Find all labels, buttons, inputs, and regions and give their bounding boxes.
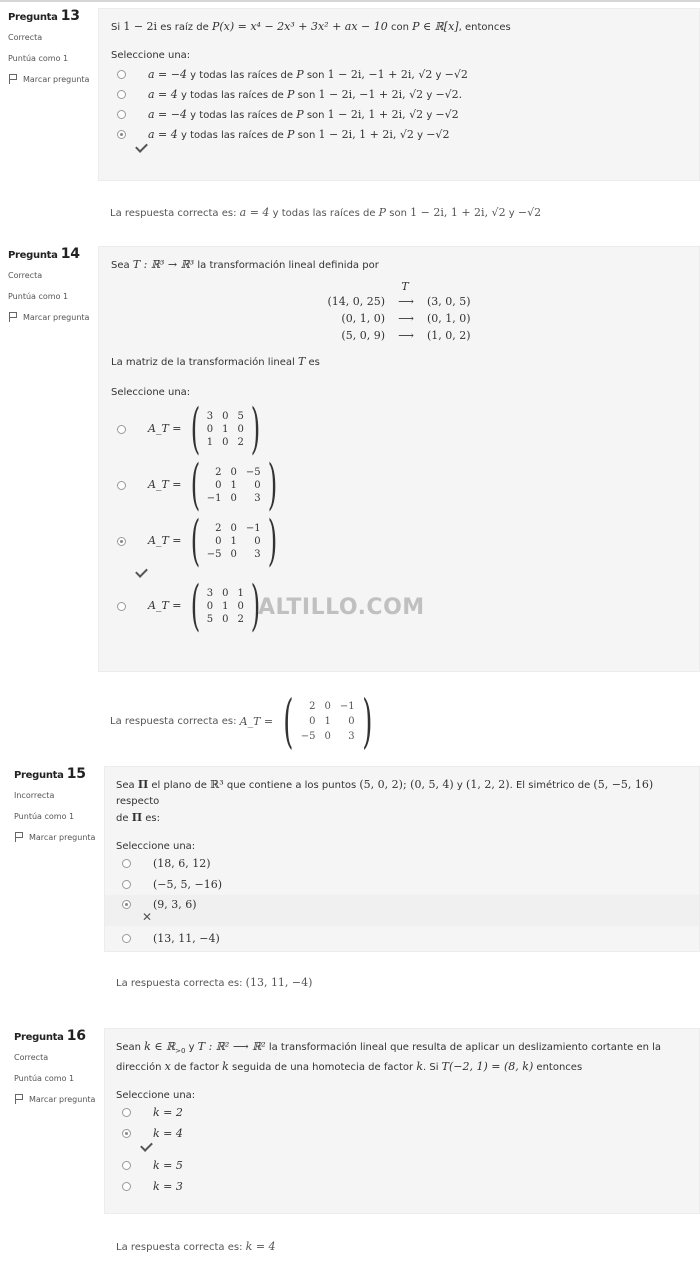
matrix: ( 2 0 −1 0 1 0 −5 0 3 ) <box>190 509 277 572</box>
select-prompt: Seleccione una: <box>111 50 191 61</box>
radio-button[interactable] <box>122 1182 131 1191</box>
answer-option[interactable]: k = 5 <box>122 1159 687 1172</box>
answer-option[interactable]: A_T = ( 3 0 1 0 1 0 5 0 2 ) <box>117 579 687 633</box>
radio-button-checked[interactable] <box>117 130 126 139</box>
radio-button-checked[interactable] <box>122 900 131 909</box>
radio-button[interactable] <box>117 110 126 119</box>
flag-icon <box>8 74 18 84</box>
answer-option[interactable]: (18, 6, 12) <box>122 857 687 870</box>
selected-incorrect-row <box>105 895 699 926</box>
question-state: Correcta <box>14 1053 49 1062</box>
answer-option[interactable]: A_T = ( 3 0 5 0 1 0 1 0 2 ) <box>117 402 687 456</box>
matrix: ( 3 0 5 0 1 0 1 0 2 ) <box>190 397 261 460</box>
question-text: Sea T : ℝ³ → ℝ³ la transformación lineal definida por <box>111 258 379 271</box>
matrix: ( 2 0 −1 0 1 0 −5 0 3 ) <box>283 687 373 755</box>
answer-option[interactable]: (13, 11, −4) <box>122 932 687 945</box>
table-row: (14, 0, 25) ⟶ (3, 0, 5) <box>327 295 471 308</box>
question-info <box>0 246 96 322</box>
radio-button-checked[interactable] <box>117 537 126 546</box>
answer-option-selected[interactable]: k = 4 <box>122 1127 687 1140</box>
question-info <box>0 8 96 84</box>
radio-button[interactable] <box>122 1108 131 1117</box>
table-row: (0, 1, 0) ⟶ (0, 1, 0) <box>341 312 471 325</box>
incorrect-cross-icon: ✕ <box>142 910 153 924</box>
question-info <box>0 1028 96 1104</box>
answer-option-selected[interactable]: a = 4 y todas las raíces de P son 1 − 2i, 1 + 2i, √2 y −√2 <box>117 128 687 141</box>
flag-icon <box>14 1094 24 1104</box>
radio-button[interactable] <box>117 90 126 99</box>
question-grade: Puntúa como 1 <box>14 1074 75 1083</box>
question-state: Correcta <box>8 271 43 280</box>
answer-option-selected[interactable]: (9, 3, 6) <box>122 898 688 911</box>
answer-option[interactable]: A_T = ( 2 0 −5 0 1 0 −1 0 3 ) <box>117 458 687 512</box>
answer-option[interactable]: a = 4 y todas las raíces de P son 1 − 2i, −1 + 2i, √2 y −√2. <box>117 88 687 101</box>
question-grade: Puntúa como 1 <box>14 812 75 821</box>
answer-option[interactable]: k = 3 <box>122 1180 687 1193</box>
matrix-question-text: La matriz de la transformación lineal T es <box>111 355 320 368</box>
flag-icon <box>8 312 18 322</box>
flag-question-link[interactable]: Marcar pregunta <box>14 832 96 842</box>
question-number: Pregunta 14 <box>8 246 80 262</box>
question-state: Correcta <box>8 33 43 42</box>
radio-button[interactable] <box>122 859 131 868</box>
radio-button[interactable] <box>122 880 131 889</box>
question-number: Pregunta 13 <box>8 8 80 24</box>
answer-option-selected[interactable]: A_T = ( 2 0 −1 0 1 0 −5 0 3 ) <box>117 514 687 568</box>
flag-question-link[interactable]: Marcar pregunta <box>8 312 96 322</box>
select-prompt: Seleccione una: <box>116 1090 196 1101</box>
flag-icon <box>14 832 24 842</box>
question-grade: Puntúa como 1 <box>8 54 69 63</box>
flag-question-link[interactable]: Marcar pregunta <box>14 1094 96 1104</box>
radio-button[interactable] <box>117 481 126 490</box>
select-prompt: Seleccione una: <box>116 841 196 852</box>
watermark: ALTILLO.COM <box>258 595 425 620</box>
question-grade: Puntúa como 1 <box>8 292 69 301</box>
answer-option[interactable]: a = −4 y todas las raíces de P son 1 − 2i, −1 + 2i, √2 y −√2 <box>117 68 687 81</box>
radio-button-checked[interactable] <box>122 1129 131 1138</box>
matrix: ( 3 0 1 0 1 0 5 0 2 ) <box>190 574 261 637</box>
radio-button[interactable] <box>122 934 131 943</box>
question-text: Sea Π el plano de ℝ³ que contiene a los puntos (5, 0, 2); (0, 5, 4) y (1, 2, 2). El simétrico de (5, −5, 16) respecto de Π es: <box>116 778 654 824</box>
answer-option[interactable]: (−5, 5, −16) <box>122 878 687 891</box>
transformation-table <box>323 280 687 344</box>
radio-button[interactable] <box>117 425 126 434</box>
question-text: Sean k ∈ ℝ$_{>0}$ y T : ℝ² ⟶ ℝ² la transformación lineal que resulta de aplicar un deslizamiento cortante en la dirección x de factor k seguida de una homotecia de factor k. Si T(−2, 1) = (8, k) entonces <box>116 1040 662 1073</box>
question-number: Pregunta 15 <box>14 766 86 782</box>
question-state: Incorrecta <box>14 791 55 800</box>
question-content <box>104 766 700 952</box>
correct-check-icon <box>140 1139 153 1152</box>
correct-check-icon <box>135 140 148 153</box>
select-prompt: Seleccione una: <box>111 387 191 398</box>
correct-answer: La respuesta correcta es: k = 4 <box>116 1240 276 1253</box>
question-info <box>0 766 96 842</box>
question-number: Pregunta 16 <box>14 1028 86 1044</box>
question-content <box>104 1028 700 1214</box>
radio-button[interactable] <box>122 1161 131 1170</box>
matrix: ( 2 0 −5 0 1 0 −1 0 3 ) <box>190 453 277 516</box>
radio-button[interactable] <box>117 602 126 611</box>
answer-option[interactable]: a = −4 y todas las raíces de P son 1 − 2i, 1 + 2i, √2 y −√2 <box>117 108 687 121</box>
top-divider <box>0 0 700 2</box>
correct-answer: La respuesta correcta es: (13, 11, −4) <box>116 976 313 989</box>
table-row: (5, 0, 9) ⟶ (1, 0, 2) <box>341 329 471 342</box>
correct-answer: La respuesta correcta es: A_T = ( 2 0 −1 0 1 0 −5 0 3 ) <box>110 692 378 750</box>
question-text: Si 1 − 2i es raíz de P(x) = x⁴ − 2x³ + 3x² + ax − 10 con P ∈ ℝ[x], entonces <box>111 20 511 33</box>
question-content <box>98 8 700 181</box>
radio-button[interactable] <box>117 70 126 79</box>
table-header: T <box>401 280 409 293</box>
flag-question-link[interactable]: Marcar pregunta <box>8 74 96 84</box>
correct-answer: La respuesta correcta es: a = 4 y todas las raíces de P son 1 − 2i, 1 + 2i, √2 y −√2 <box>110 206 542 219</box>
answer-option[interactable]: k = 2 <box>122 1106 687 1119</box>
